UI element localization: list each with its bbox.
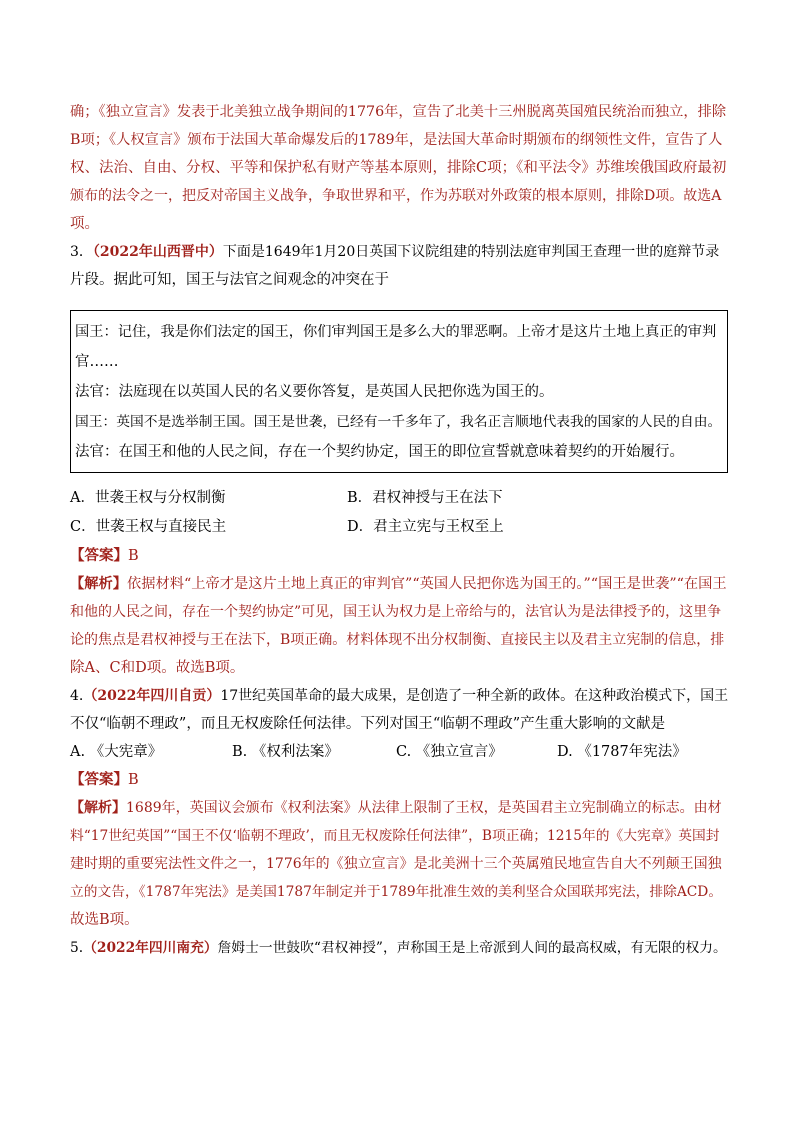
q3-analysis-text: 依据材料“上帝才是这片土地上真正的审判官”“英国人民把你选为国王的。”“国王是世袭”“在国王: [127, 576, 727, 592]
q3-material-box: [70, 310, 728, 473]
q4-stem-line-1: [70, 687, 728, 705]
q5-source: （2022年四川南充）: [83, 940, 218, 956]
q3-option-d: D．君主立宪与王权至上: [347, 519, 504, 535]
q4-analysis-text: 1689年，英国议会颁布《权利法案》从法律上限制了王权，是英国君主立宪制确立的标志。由材: [126, 800, 722, 816]
q4-analysis-line-5: 故选B项。: [70, 912, 139, 928]
q5-stem-line-1: [70, 939, 727, 957]
material-line-4: 国王：英国不是选举制王国。国王是世袭，已经有一千多年了，我名正言顺地代表我的国家的人民的自由。: [75, 414, 722, 430]
q4-option-b: B. 《权利法案》: [232, 744, 339, 760]
q3-stem-line-2: 片段。据此可知，国王与法官之间观念的冲突在于: [70, 272, 389, 288]
q5-number: 5.: [70, 940, 84, 956]
q4-source: （2022年四川自贡）: [83, 688, 221, 704]
q3-option-b: B．君权神授与王在法下: [347, 490, 503, 506]
q4-analysis-line-2: 料“17世纪英国”“国王不仅‘临朝不理政’，而且无权废除任何法律”，B项正确；1215年的《大宪章》英国封: [70, 828, 720, 844]
q3-answer: [70, 547, 139, 565]
q4-answer-value: B: [128, 772, 139, 788]
q3-stem-line-1: [70, 243, 719, 261]
q4-answer-tag: 【答案】: [70, 771, 128, 788]
q4-analysis-line-3: 建时期的重要宪法性文件之一，1776年的《独立宣言》是北美洲十三个英属殖民地宣告自大不列颠王国独: [70, 856, 722, 872]
q3-analysis-line-1: [70, 575, 727, 593]
q3-analysis-line-3: 论的焦点是君权神授与王在法下，B项正确。材料体现不出分权制衡、直接民主以及君主立宪制的信息，排: [70, 632, 725, 648]
q3-answer-tag: 【答案】: [70, 547, 128, 564]
material-line-1: 国王：记住，我是你们法定的国王，你们审判国王是多么大的罪恶啊。上帝才是这片土地上真正的审判: [75, 324, 717, 340]
q3-stem-text: 下面是1649年1月20日英国下议院组建的特别法庭审判国王查理一世的庭辩节录: [222, 244, 720, 260]
q3-answer-value: B: [128, 548, 139, 564]
q4-option-d: D. 《1787年宪法》: [557, 744, 687, 760]
material-line-5: 法官：在国王和他的人民之间，存在一个契约协定，国王的即位宣誓就意味着契约的开始履行。: [75, 444, 684, 460]
q2-analysis-line-3: 权、法治、自由、分权、平等和保护私有财产等基本原则，排除C项；《和平法令》苏维埃俄国政府最初: [70, 160, 727, 176]
q3-source: （2022年山西晋中）: [92, 244, 223, 260]
material-line-3: 法官：法庭现在以英国人民的名义要你答复，是英国人民把你选为国王的。: [75, 384, 554, 400]
q3-option-c: C．世袭王权与直接民主: [70, 519, 227, 535]
q2-analysis-line-5: 项。: [70, 216, 99, 232]
q4-stem-text: 17世纪英国革命的最大成果，是创造了一种全新的政体。在这种政治模式下，国王: [220, 688, 729, 704]
q2-analysis-line-2: B项；《人权宣言》颁布于法国大革命爆发后的1789年，是法国大革命时期颁布的纲领性文件，宣告了人: [70, 132, 723, 148]
q4-number: 4.: [70, 688, 84, 704]
material-line-2: 官……: [75, 354, 119, 370]
q3-option-a: A．世袭王权与分权制衡: [70, 490, 226, 506]
q4-option-c: C. 《独立宣言》: [396, 744, 503, 760]
q4-stem-line-2: 不仅“临朝不理政”，而且无权废除任何法律。下列对国王“临朝不理政”产生重大影响的文献是: [70, 716, 666, 732]
q2-analysis-line-4: 颁布的法令之一，把反对帝国主义战争，争取世界和平，作为苏联对外政策的根本原则，排除D项。故选A: [70, 188, 722, 204]
q4-answer: [70, 771, 139, 789]
q4-analysis-tag: 【解析】: [70, 800, 126, 816]
q3-analysis-tag: 【解析】: [70, 576, 128, 592]
q3-analysis-line-4: 除A、C和D项。故选B项。: [70, 660, 245, 676]
q4-analysis-line-1: [70, 799, 722, 817]
q2-analysis-line-1: 确；《独立宣言》发表于北美独立战争期间的1776年，宣告了北美十三州脱离英国殖民统治而独立，排除: [70, 104, 727, 120]
q4-analysis-line-4: 立的文告，《1787年宪法》是美国1787年制定并于1789年批准生效的美利坚合众国联邦宪法，排除ACD。: [70, 884, 723, 900]
q3-analysis-line-2: 和他的人民之间，存在一个契约协定”可见，国王认为权力是上帝给与的，法官认为是法律授予的，这里争: [70, 604, 722, 620]
q5-stem-text: 詹姆士一世鼓吹“君权神授”，声称国王是上帝派到人间的最高权威，有无限的权力。: [217, 940, 727, 956]
q4-option-a: A. 《大宪章》: [70, 744, 163, 760]
q3-number: 3．: [70, 244, 93, 260]
